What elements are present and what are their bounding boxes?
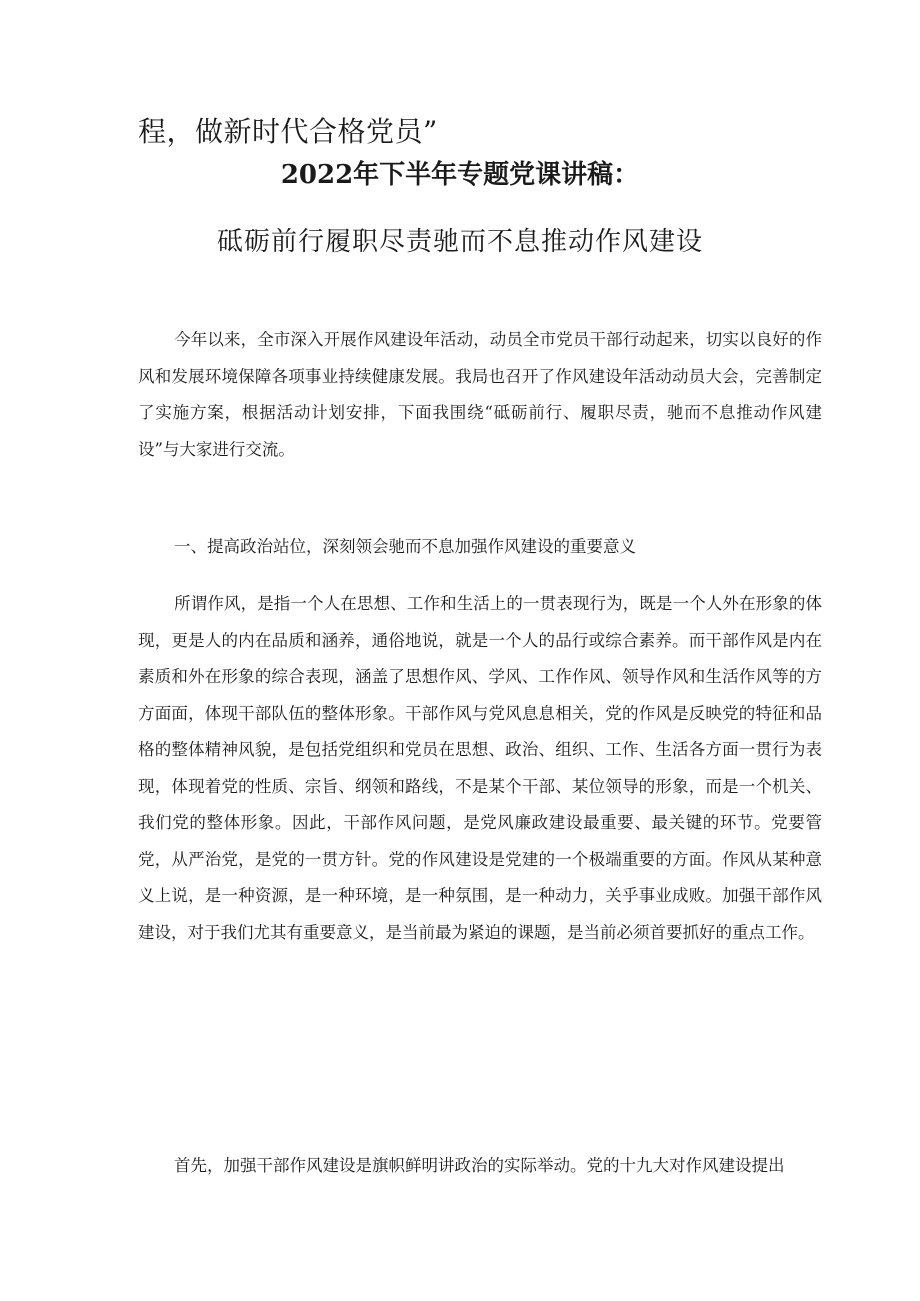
intro-paragraph-text: 今年以来，全市深入开展作风建设年活动，动员全市党员干部行动起来，切实以良好的作风和发展环境保障各项事业持续健康发展。我局也召开了作风建设年活动动员大会，完善制定了实施方案，根据活动计划安排，下面我围绕“砥砺前行、履职尽责，驰而不息推动作风建设”与大家进行交流。 [138,330,822,459]
section-heading-text: 一、提高政治站位，深刻领会驰而不息加强作风建设的重要意义 [174,537,636,556]
sub-title: 砥砺前行履职尽责驰而不息推动作风建设 [216,227,703,257]
body-paragraph [138,586,822,951]
section-heading [138,529,822,566]
body-paragraph-text: 首先，加强干部作风建设是旗帜鲜明讲政治的实际举动。党的十九大对作风建设提出 [174,1156,785,1175]
body-paragraph-text: 所谓作风，是指一个人在思想、工作和生活上的一贯表现行为，既是一个人外在形象的体现，更是人的内在品质和涵养，通俗地说，就是一个人的品行或综合素养。而干部作风是内在素质和外在形象的综合表现，涵盖了思想作风、学风、工作作风、领导作风和生活作风等的方方面面，体现干部队伍的整体形象。干部作风与党风息息相关，党的作风是反映党的特征和品格的整体精神风貌，是包括党组织和党员在思想、政治、组织、工作、生活各方面一贯行为表现，体现着党的性质、宗旨、纲领和路线，不是某个干部、某位领导的形象，而是一个机关、我们党的整体形象。因此，干部作风问题，是党风廉政建设最重要、最关键的环节。党要管党，从严治党，是党的一贯方针。党的作风建设是党建的一个极端重要的方面。作风从某种意义上说，是一种资源，是一种环境，是一种氛围，是一种动力，关乎事业成败。加强干部作风建设，对于我们尤其有重要意义，是当前最为紧迫的课题，是当前必须首要抓好的重点工作。 [138,594,822,942]
fragment-title: 程，做新时代合格党员” [138,115,438,148]
main-title: 2022年下半年专题党课讲稿： [280,160,640,190]
body-paragraph [138,1148,822,1185]
intro-paragraph [138,322,822,468]
